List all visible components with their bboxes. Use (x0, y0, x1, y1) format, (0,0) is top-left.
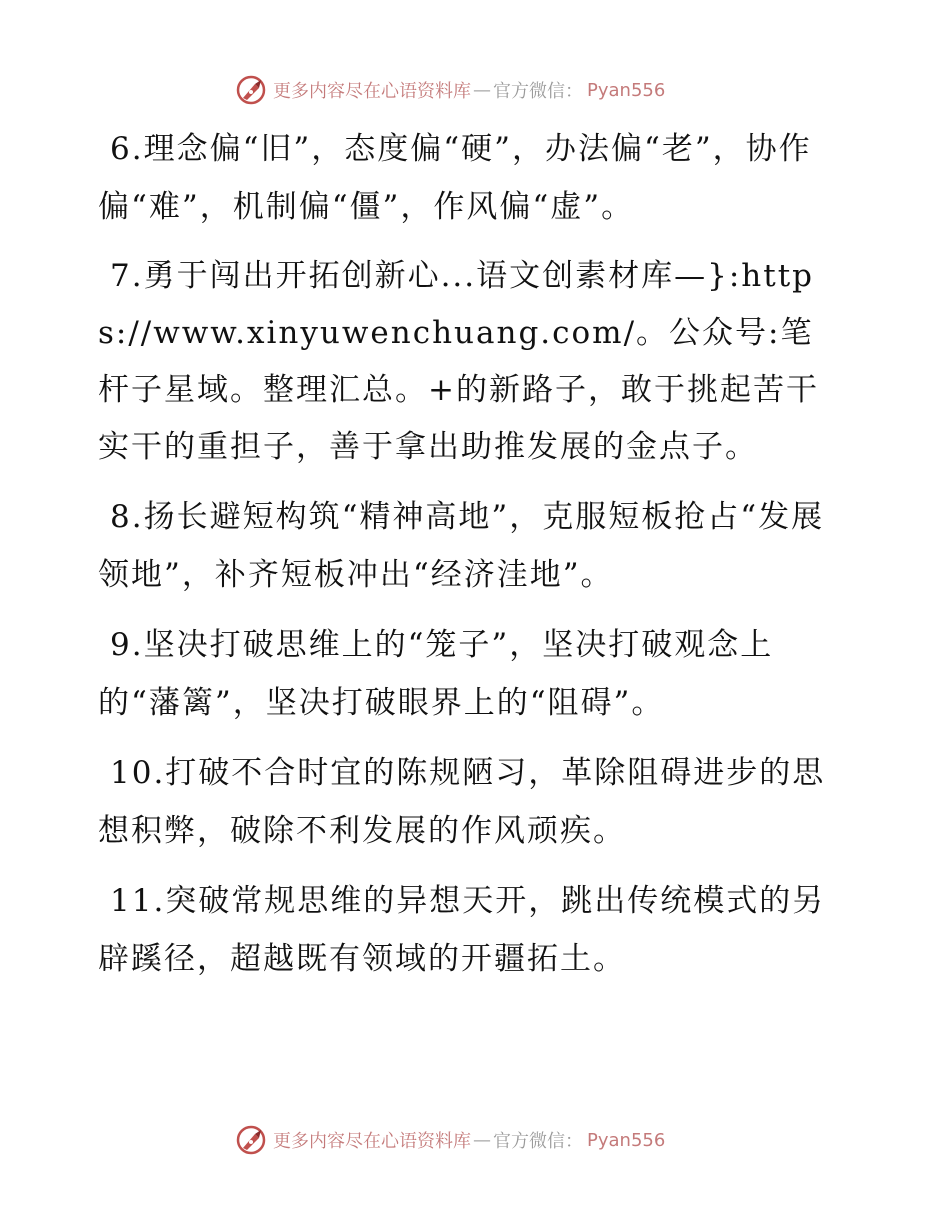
banner-wechat-label: 官方微信： (493, 81, 583, 102)
banner-text: 更多内容尽在心语资料库 (273, 81, 471, 102)
paragraph-10: 10.打破不合时宜的陈规陋习，革除阻碍进步的思想积弊，破除不利发展的作风顽疾。 (98, 755, 826, 849)
paragraph-9: 9.坚决打破思维上的“笼子”，坚决打破观念上的“藩篱”，坚决打破眼界上的“阻碍”。 (98, 627, 774, 721)
document-body (98, 120, 843, 1000)
paragraph-7: 7.勇于闯出开拓创新心...语文创素材库—}:https://www.xinyuwenchuang.com/。公众号:笔杆子星域。整理汇总。+的新路子，敢于挑起苦干实干的重担子，善于拿出助推发展的金点子。 (98, 258, 819, 465)
banner-text: 更多内容尽在心语资料库 (273, 1131, 471, 1152)
banner-separator: — (473, 79, 491, 101)
footer-banner (235, 1122, 665, 1158)
paragraph-6: 6.理念偏“旧”，态度偏“硬”，办法偏“老”，协作偏“难”，机制偏“僵”，作风偏“虚”。 (98, 131, 812, 225)
banner-wechat-id: Pyan556 (587, 79, 666, 101)
banner-separator: — (473, 1129, 491, 1151)
pen-nib-logo-icon (235, 74, 267, 106)
paragraph-8: 8.扬长避短构筑“精神高地”，克服短板抢占“发展领地”，补齐短板冲出“经济洼地”。 (98, 499, 825, 593)
banner-wechat-id: Pyan556 (587, 1129, 666, 1151)
pen-nib-logo-icon (235, 1124, 267, 1156)
paragraph-11: 11.突破常规思维的异想天开，跳出传统模式的另辟蹊径，超越既有领域的开疆拓土。 (98, 883, 826, 977)
header-banner (235, 72, 665, 108)
banner-wechat-label: 官方微信： (493, 1131, 583, 1152)
